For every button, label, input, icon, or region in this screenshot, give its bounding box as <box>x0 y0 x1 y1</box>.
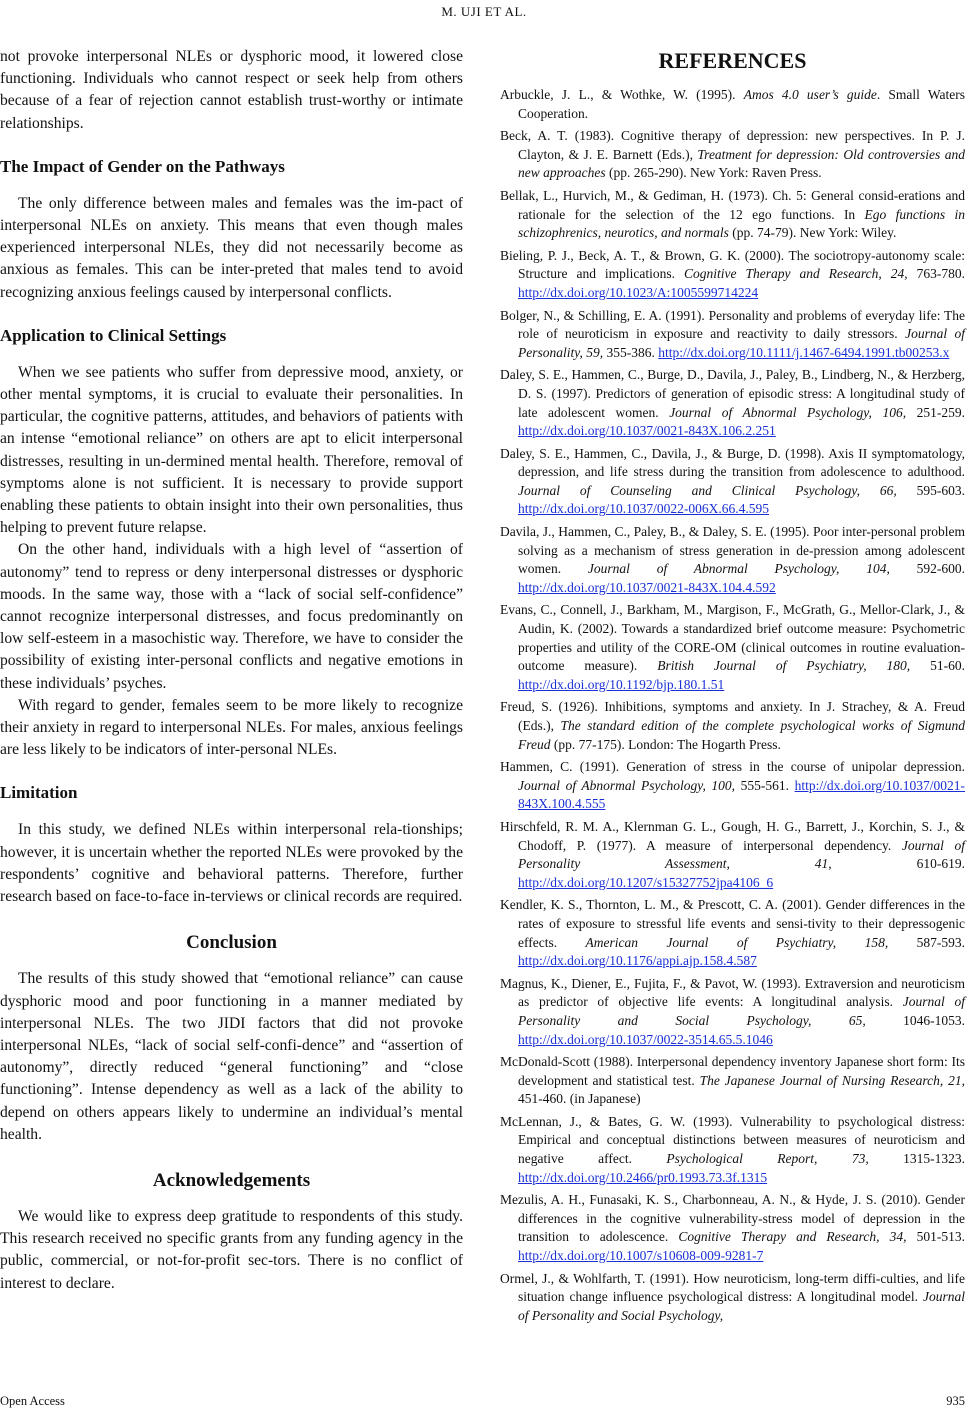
reference-item <box>500 127 965 183</box>
reference-doi-link[interactable]: http://dx.doi.org/10.1037/0022-006X.66.4.595 <box>518 501 770 517</box>
reference-pages: (pp. 77-175). London: The Hogarth Press. <box>550 736 781 752</box>
reference-pages: 610-619. <box>831 856 966 872</box>
reference-doi-link[interactable]: http://dx.doi.org/10.1007/s10608-009-9281-7 <box>518 1248 764 1264</box>
reference-text: Davila, J., Hammen, C., Paley, B., & Daley, S. E. (1995). Poor inter-personal problem solving as a mechanism of stress generation in de-pression among adolescent women. <box>500 524 965 577</box>
reference-pages: 501-513. <box>906 1229 966 1245</box>
reference-text: McLennan, J., & Bates, G. W. (1993). Vulnerability to psychological distress: Empirical and conceptual distinctions between measures of neuroticism and negative affect. <box>500 1113 965 1167</box>
reference-doi-link[interactable]: http://dx.doi.org/10.1111/j.1467-6494.1991.tb00253.x <box>658 344 950 360</box>
reference-text: Arbuckle, J. L., & Wothke, W. (1995). <box>500 87 744 102</box>
reference-item <box>500 247 965 303</box>
reference-text: Magnus, K., Diener, E., Fujita, F., & Pavot, W. (1993). Extraversion and neuroticism as predictor of objective life events: A longitudinal analysis. <box>500 975 965 1010</box>
reference-text: Hirschfeld, R. M. A., Klernman G. L., Gough, H. G., Barrett, J., Korchin, S. J., & Chodoff, P. (1977). A measure of interpersonal dependency. <box>500 818 965 853</box>
reference-doi-link[interactable]: http://dx.doi.org/10.1176/appi.ajp.158.4.587 <box>518 953 757 969</box>
reference-source: The standard edition of the complete psychological works of Sigmund Freud <box>518 718 965 752</box>
reference-item <box>500 366 965 440</box>
paragraph-gender: The only difference between males and females was the im-pact of interpersonal NLEs on anxiety. This means that even though males experienced interpersonal NLEs, they did not necessarily become as anxious as females. This can be inter-preted that males tend to avoid recognizing anxious feelings caused by interpersonal conflicts. <box>0 194 463 301</box>
reference-source: Ego functions in schizophrenics, neurotics, and normals <box>518 206 965 241</box>
reference-pages: 451-460. (in Japanese) <box>518 1091 641 1107</box>
reference-item <box>500 975 965 1049</box>
left-column <box>0 46 463 1295</box>
reference-item <box>500 1053 965 1109</box>
reference-text: McDonald-Scott (1988). Interpersonal dependency inventory Japanese short form: Its development and statistical test. <box>500 1054 965 1088</box>
reference-doi-link[interactable]: http://dx.doi.org/10.1037/0021-843X.104.4.592 <box>518 579 776 595</box>
reference-source: Journal of Abnormal Psychology, 106, <box>669 404 907 420</box>
heading-gender: The Impact of Gender on the Pathways <box>0 156 285 176</box>
reference-item <box>500 445 965 519</box>
reference-item <box>500 698 965 754</box>
reference-source: Journal of Personality and Social Psychology, <box>518 1289 965 1323</box>
reference-item <box>500 818 965 892</box>
reference-text: Freud, S. (1926). Inhibitions, symptoms and anxiety. In J. Strachey, & A. Freud (Eds.), <box>500 699 965 733</box>
paragraph-clinical-1: When we see patients who suffer from depressive mood, anxiety, or other mental symptoms, it is crucial to evaluate their personalities. In particular, the cognitive patterns, attitudes, and behaviors of patients with an intense “emotional reliance” on others are apt to elicit interpersonal distresses, resulting in un-dermined mental health. Therefore, removal of symptoms alone is not sufficient. It is necessary to provide support enabling these patients to obtain insight into their own personalities, thus helping to prevent future relapse. <box>0 363 463 537</box>
reference-text: Daley, S. E., Hammen, C., Burge, D., Davila, J., Paley, B., Lindberg, N., & Herzberg, D. S. (1997). Predictors of generation of episodic stress: A longitudinal study of late adolescent women. <box>500 367 965 420</box>
reference-item <box>500 601 965 694</box>
reference-doi-link[interactable]: http://dx.doi.org/10.1037/0021-843X.100.4.555 <box>518 777 965 812</box>
reference-item <box>500 1113 965 1187</box>
paragraph-intro: not provoke interpersonal NLEs or dysphoric mood, it lowered close functioning. Individuals who cannot respect or seek help from others because of a fear of rejection cannot establish trust-worthy or intimate relationships. <box>0 48 463 132</box>
reference-text: Beck, A. T. (1983). Cognitive therapy of depression: new perspectives. In P. J. Clayton, & J. E. Barnett (Eds.), <box>500 128 965 162</box>
reference-item <box>500 307 965 363</box>
reference-pages: 587-593. <box>888 934 965 950</box>
heading-clinical: Application to Clinical Settings <box>0 325 227 345</box>
reference-pages: 555-561. <box>735 777 795 793</box>
reference-text: Bolger, N., & Schilling, E. A. (1991). Personality and problems of everyday life: The role of neuroticism in exposure and reactivity to daily stressors. <box>500 307 965 342</box>
reference-text: Kendler, K. S., Thornton, L. M., & Prescott, C. A. (2001). Gender differences in the rates of exposure to stressful life events and sensi-tivity to their depressogenic effects. <box>500 897 965 950</box>
reference-source: The Japanese Journal of Nursing Research, 21, <box>699 1072 965 1088</box>
paragraph-acknowledgements: We would like to express deep gratitude to respondents of this study. This research received no specific grants from any funding agency in the public, commercial, or not-for-profit sec-tors. There is no conflict of interest to declare. <box>0 1207 463 1292</box>
reference-doi-link[interactable]: http://dx.doi.org/10.1207/s15327752jpa4106_6 <box>518 874 774 890</box>
footer-open-access: Open Access <box>0 1394 65 1408</box>
reference-doi-link[interactable]: http://dx.doi.org/10.2466/pr0.1993.73.3f.1315 <box>518 1169 768 1185</box>
reference-item <box>500 187 965 243</box>
running-header: M. UJI ET AL. <box>441 4 527 19</box>
paragraph-clinical-2: On the other hand, individuals with a high level of “assertion of autonomy” tend to repress or deny interpersonal distresses or dysphoric moods. In the same way, those with a “lack of social self-confidence” cannot recognize interpersonal distresses, and focus predominantly on low self-esteem in a masochistic way. Therefore, we have to consider the possibility of existing inter-personal conflicts and negative emotions in these individuals’ psyches. <box>0 541 463 692</box>
reference-text: Bellak, L., Hurvich, M., & Gediman, H. (1973). Ch. 5: General consid-erations and rationale for the selection of the 12 ego functions. In <box>500 187 965 222</box>
reference-pages: 1315-1323. <box>868 1151 965 1167</box>
reference-item <box>500 1191 965 1265</box>
reference-pages: 355-386. <box>603 344 659 360</box>
reference-doi-link[interactable]: http://dx.doi.org/10.1023/A:1005599714224 <box>518 284 759 300</box>
heading-limitation: Limitation <box>0 783 78 803</box>
reference-pages: (pp. 265-290). New York: Raven Press. <box>605 165 822 181</box>
paragraph-conclusion: The results of this study showed that “emotional reliance” can cause dysphoric mood and poor functioning in a manner mediated by interpersonal NLEs. The two JIDI factors that did not provoke interpersonal NLEs, “lack of social self-confi-dence” and “assertion of autonomy”, directly reduced “general functioning” and “close functioning”. Intense dependency as well as a lack of the ability to depend on others appears likely to undermine an individual’s mental health. <box>0 970 463 1143</box>
heading-conclusion: Conclusion <box>186 932 277 954</box>
reference-source: Journal of Abnormal Psychology, 104, <box>587 561 890 577</box>
page-number: 935 <box>946 1394 965 1408</box>
reference-source: Cognitive Therapy and Research, 24, <box>684 266 908 282</box>
right-column <box>500 46 965 1329</box>
reference-list <box>500 86 965 1325</box>
reference-item <box>500 1270 965 1326</box>
reference-source: British Journal of Psychiatry, 180, <box>657 658 911 674</box>
reference-source: Treatment for depression: Old controversies and new approaches <box>518 146 965 181</box>
reference-source: Psychological Report, 73, <box>666 1151 869 1167</box>
reference-pages: 51-60. <box>910 658 965 674</box>
reference-pages: . Small Waters Cooperation. <box>518 87 965 121</box>
reference-item <box>500 758 965 814</box>
reference-doi-link[interactable]: http://dx.doi.org/10.1037/0022-3514.65.5.1046 <box>518 1031 773 1047</box>
reference-text: Daley, S. E., Hammen, C., Davila, J., & Burge, D. (1998). Axis II symptomatology, depression, and life stress during the transition from adolescence to adulthood. <box>500 445 965 480</box>
heading-acknowledgements: Acknowledgements <box>152 1169 311 1191</box>
paragraph-limitation: In this study, we defined NLEs within interpersonal rela-tionships; however, it is uncertain whether the reported NLEs were provoked by the respondents’ cognitive and behavioral patterns. Therefore, further research based on face-to-face in-terviews or clinical records are required. <box>0 821 463 906</box>
reference-text: Ormel, J., & Wohlfarth, T. (1991). How neuroticism, long-term diffi-culties, and life situation change influence psychological distress: A longitudinal model. <box>500 1270 965 1305</box>
reference-pages: 251-259. <box>906 404 965 420</box>
reference-pages: 763-780. <box>907 266 966 282</box>
reference-source: Journal of Abnormal Psychology, 100, <box>518 777 736 793</box>
reference-pages: 595-603. <box>896 482 965 498</box>
reference-text: Evans, C., Connell, J., Barkham, M., Margison, F., McGrath, G., Mellor-Clark, J., & Audin, K. (2002). Towards a standardized brief outcome measure: Psychometric properties and utility of the CORE-OM (clinical outcomes in routine evaluation-outcome measure). <box>500 602 965 674</box>
reference-source: Journal of Personality Assessment, 41, <box>518 837 965 872</box>
reference-source: Journal of Personality and Social Psychology, 65, <box>518 994 965 1028</box>
references-title: REFERENCES <box>658 48 807 73</box>
reference-pages: (pp. 74-79). New York: Wiley. <box>728 225 897 241</box>
reference-source: Journal of Counseling and Clinical Psychology, 66, <box>518 482 897 498</box>
reference-item <box>500 896 965 970</box>
reference-item <box>500 523 965 597</box>
reference-source: Amos 4.0 user’s guide <box>743 87 877 102</box>
reference-item <box>500 86 965 123</box>
reference-doi-link[interactable]: http://dx.doi.org/10.1037/0021-843X.106.2.251 <box>518 423 776 439</box>
reference-source: Cognitive Therapy and Research, 34, <box>678 1229 907 1245</box>
reference-text: Hammen, C. (1991). Generation of stress in the course of unipolar depression. <box>500 759 965 775</box>
reference-text: Bieling, P. J., Beck, A. T., & Brown, G. K. (2000). The sociotropy-autonomy scale: Structure and implications. <box>500 247 965 282</box>
reference-source: Journal of Personality, 59, <box>518 326 965 360</box>
reference-source: American Journal of Psychiatry, 158, <box>585 934 889 950</box>
reference-pages: 592-600. <box>889 561 965 577</box>
paragraph-clinical-3: With regard to gender, females seem to be more likely to recognize their anxiety in regard to interpersonal NLEs. For males, anxious feelings are less likely to be indicators of inter-personal NLEs. <box>0 696 463 759</box>
reference-text: Mezulis, A. H., Funasaki, K. S., Charbonneau, A. N., & Hyde, J. S. (2010). Gender differences in the cognitive vulnerability-stress model of depression in the transition to adolescence. <box>500 1192 965 1245</box>
reference-pages: 1046-1053. <box>865 1012 966 1028</box>
reference-doi-link[interactable]: http://dx.doi.org/10.1192/bjp.180.1.51 <box>518 676 725 692</box>
